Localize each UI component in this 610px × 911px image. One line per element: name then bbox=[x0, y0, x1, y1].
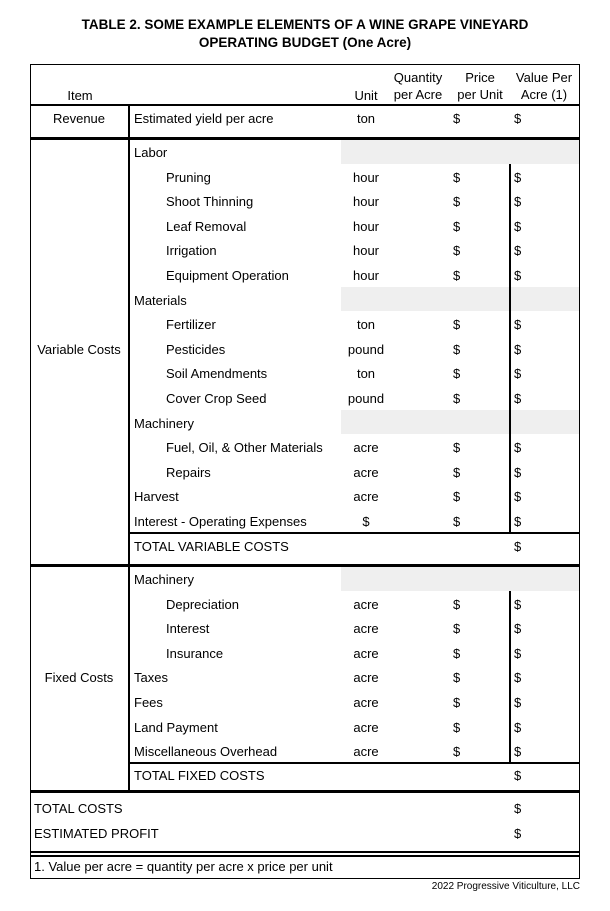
variable-row-price: $ bbox=[453, 341, 461, 357]
variable-row-label: Fuel, Oil, & Other Materials bbox=[166, 440, 323, 456]
total-fixed-costs-label: TOTAL FIXED COSTS bbox=[134, 768, 265, 783]
variable-machinery-shade bbox=[341, 410, 579, 434]
header-price-line-2: per Unit bbox=[457, 87, 503, 102]
fixed-row-value: $ bbox=[514, 719, 522, 735]
variable-row-value: $ bbox=[514, 169, 522, 185]
variable-row-unit: hour bbox=[352, 194, 380, 210]
fixed-row-value: $ bbox=[514, 695, 522, 710]
header-quantity-line-2: per Acre bbox=[393, 87, 443, 102]
budget-table bbox=[30, 64, 580, 879]
fixed-total-rule bbox=[130, 762, 580, 764]
variable-row-value: $ bbox=[514, 317, 522, 333]
revenue-section-separator bbox=[128, 106, 130, 137]
variable-row-unit: hour bbox=[352, 243, 380, 259]
variable-section-separator bbox=[128, 140, 130, 564]
header-value-line-1: Value Per bbox=[515, 70, 573, 85]
total-fixed-costs-value: $ bbox=[514, 768, 522, 783]
fixed-row-value: $ bbox=[514, 596, 522, 612]
variable-row-label: Shoot Thinning bbox=[166, 194, 254, 210]
total-costs-value: $ bbox=[514, 801, 522, 816]
fixed-row-label: Machinery bbox=[134, 572, 194, 587]
fixed-row-price: $ bbox=[453, 621, 461, 637]
table-title-line-1: TABLE 2. SOME EXAMPLE ELEMENTS OF A WINE GRAPE VINEYARD bbox=[81, 17, 529, 32]
variable-row-price: $ bbox=[453, 489, 461, 505]
variable-row-price: $ bbox=[453, 218, 461, 234]
fixed-row-label: Insurance bbox=[166, 645, 224, 661]
total-variable-costs-label: TOTAL VARIABLE COSTS bbox=[134, 539, 289, 554]
variable-row-unit: acre bbox=[353, 440, 379, 456]
revenue-unit: ton bbox=[356, 111, 376, 126]
variable-row-label: Interest - Operating Expenses bbox=[134, 514, 307, 529]
variable-row-unit: $ bbox=[362, 514, 370, 529]
variable-row-unit: ton bbox=[356, 317, 376, 333]
footnote-divider-bottom bbox=[30, 855, 580, 857]
variable-row-label: Fertilizer bbox=[166, 317, 216, 333]
fixed-row-unit: acre bbox=[353, 621, 379, 637]
variable-row-label: Machinery bbox=[134, 415, 194, 431]
fixed-row-unit: acre bbox=[353, 596, 379, 612]
estimated-profit-value: $ bbox=[514, 826, 522, 841]
variable-row-price: $ bbox=[453, 366, 461, 382]
variable-row-price: $ bbox=[453, 514, 461, 529]
variable-row-label: Harvest bbox=[134, 489, 179, 505]
variable-row-price: $ bbox=[453, 243, 461, 259]
footnote: 1. Value per acre = quantity per acre x price per unit bbox=[34, 859, 333, 874]
variable-row-price: $ bbox=[453, 391, 461, 406]
variable-row-unit: hour bbox=[352, 169, 380, 185]
variable-row-unit: acre bbox=[353, 489, 379, 505]
variable-row-value: $ bbox=[514, 194, 522, 210]
revenue-price: $ bbox=[453, 111, 461, 126]
fixed-row-label: Land Payment bbox=[134, 719, 218, 735]
variable-row-label: Soil Amendments bbox=[166, 366, 268, 382]
fixed-row-unit: acre bbox=[353, 670, 379, 686]
fixed-row-label: Taxes bbox=[134, 670, 168, 686]
header-quantity-line-1: Quantity bbox=[393, 70, 443, 85]
variable-row-price: $ bbox=[453, 268, 461, 283]
fixed-row-unit: acre bbox=[353, 645, 379, 661]
fixed-row-value: $ bbox=[514, 744, 522, 760]
variable-row-value: $ bbox=[514, 464, 522, 480]
variable-row-value: $ bbox=[514, 391, 522, 406]
fixed-machinery-shade bbox=[341, 567, 579, 591]
variable-row-value: $ bbox=[514, 243, 522, 259]
fixed-row-price: $ bbox=[453, 695, 461, 710]
fixed-row-value: $ bbox=[514, 621, 522, 637]
variable-row-label: Equipment Operation bbox=[166, 268, 289, 283]
variable-row-value: $ bbox=[514, 489, 522, 505]
header-item: Item bbox=[67, 88, 93, 103]
table-title-line-2: OPERATING BUDGET (One Acre) bbox=[198, 35, 412, 50]
fixed-row-price: $ bbox=[453, 645, 461, 661]
variable-row-price: $ bbox=[453, 317, 461, 333]
fixed-row-label: Miscellaneous Overhead bbox=[134, 744, 278, 760]
variable-row-label: Cover Crop Seed bbox=[166, 391, 267, 406]
fixed-divider bbox=[30, 790, 580, 793]
variable-row-unit: pound bbox=[347, 391, 385, 406]
variable-row-label: Pruning bbox=[166, 169, 211, 185]
fixed-row-price: $ bbox=[453, 670, 461, 686]
fixed-row-price: $ bbox=[453, 744, 461, 760]
variable-row-value: $ bbox=[514, 268, 522, 283]
section-label-revenue: Revenue bbox=[52, 111, 106, 126]
variable-row-price: $ bbox=[453, 440, 461, 456]
total-costs-label: TOTAL COSTS bbox=[34, 801, 123, 816]
variable-row-price: $ bbox=[453, 169, 461, 185]
variable-row-value: $ bbox=[514, 218, 522, 234]
variable-row-value: $ bbox=[514, 366, 522, 382]
fixed-row-value: $ bbox=[514, 645, 522, 661]
header-price-line-1: Price bbox=[465, 70, 495, 85]
fixed-row-unit: acre bbox=[353, 695, 379, 710]
fixed-row-label: Interest bbox=[166, 621, 210, 637]
fixed-row-label: Depreciation bbox=[166, 596, 239, 612]
variable-row-label: Leaf Removal bbox=[166, 218, 247, 234]
variable-row-unit: acre bbox=[353, 464, 379, 480]
fixed-row-unit: acre bbox=[353, 719, 379, 735]
variable-row-price: $ bbox=[453, 464, 461, 480]
header-divider bbox=[30, 104, 580, 106]
variable-row-label: Labor bbox=[134, 145, 168, 160]
fixed-value-column-rule bbox=[509, 591, 511, 762]
labor-shade bbox=[341, 140, 579, 164]
footnote-divider-top bbox=[30, 851, 580, 853]
variable-row-unit: pound bbox=[347, 341, 385, 357]
variable-row-label: Materials bbox=[134, 292, 187, 308]
variable-total-rule bbox=[130, 532, 580, 534]
header-value-line-2: Acre (1) bbox=[520, 87, 568, 102]
fixed-row-price: $ bbox=[453, 596, 461, 612]
section-label-variable-costs: Variable Costs bbox=[37, 342, 121, 357]
fixed-row-label: Fees bbox=[134, 695, 163, 710]
revenue-item: Estimated yield per acre bbox=[134, 111, 274, 126]
variable-row-value: $ bbox=[514, 341, 522, 357]
fixed-row-price: $ bbox=[453, 719, 461, 735]
fixed-row-unit: acre bbox=[353, 744, 379, 760]
variable-row-unit: ton bbox=[356, 366, 376, 382]
variable-row-label: Irrigation bbox=[166, 243, 217, 259]
estimated-profit-label: ESTIMATED PROFIT bbox=[34, 826, 159, 841]
variable-row-label: Pesticides bbox=[166, 341, 226, 357]
section-label-fixed-costs: Fixed Costs bbox=[44, 670, 114, 685]
variable-row-value: $ bbox=[514, 440, 522, 456]
fixed-section-separator bbox=[128, 567, 130, 790]
variable-row-value: $ bbox=[514, 514, 522, 529]
variable-row-price: $ bbox=[453, 194, 461, 210]
materials-shade bbox=[341, 287, 579, 311]
fixed-row-value: $ bbox=[514, 670, 522, 686]
variable-row-unit: hour bbox=[352, 218, 380, 234]
variable-value-column-rule bbox=[509, 164, 511, 532]
revenue-value: $ bbox=[514, 111, 522, 126]
variable-row-unit: hour bbox=[352, 268, 380, 283]
credit-line: 2022 Progressive Viticulture, LLC bbox=[431, 881, 580, 892]
total-variable-costs-value: $ bbox=[514, 539, 522, 554]
variable-row-label: Repairs bbox=[166, 464, 211, 480]
header-unit: Unit bbox=[354, 88, 378, 103]
